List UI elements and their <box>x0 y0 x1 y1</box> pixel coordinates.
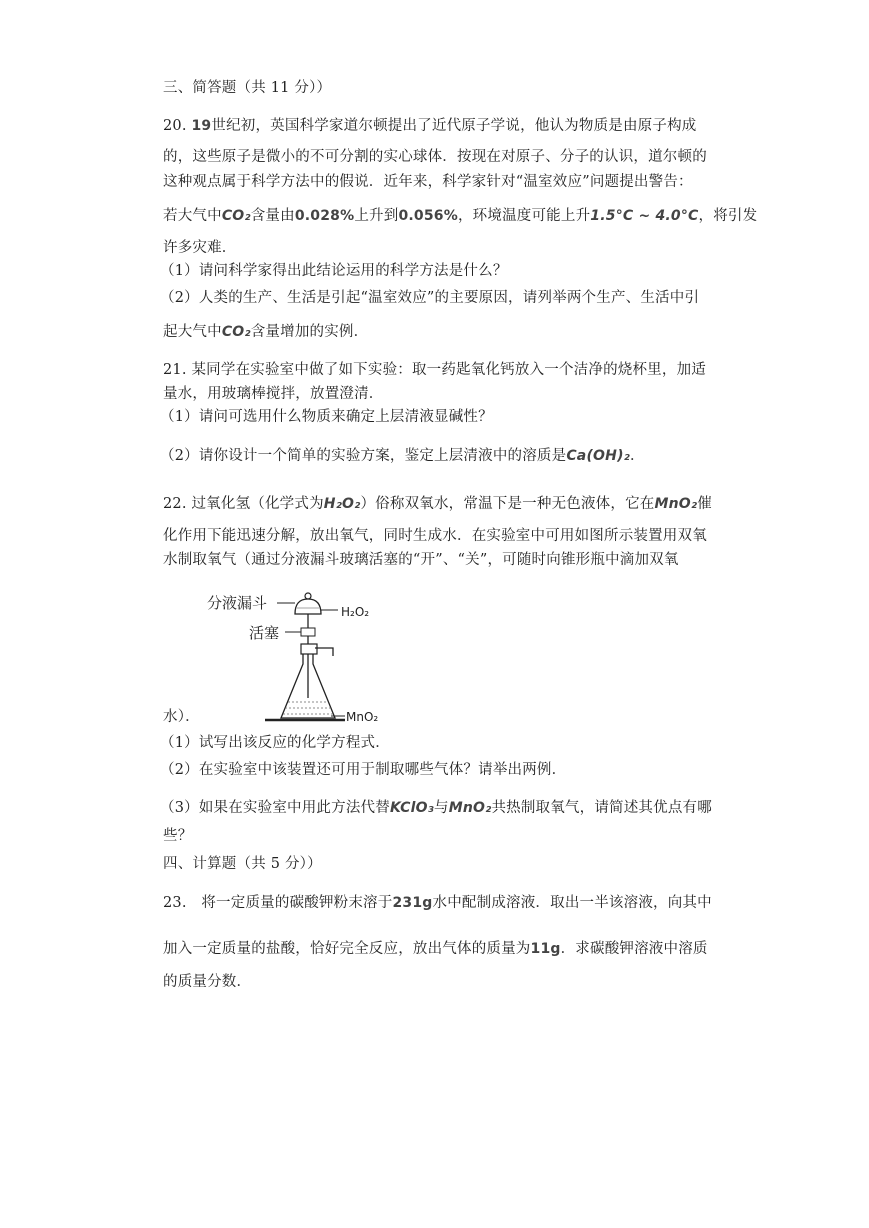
q20-year-number: 19 <box>191 118 212 134</box>
stopcock <box>301 628 315 636</box>
q20-line-1 <box>163 116 696 136</box>
q20-number: 20. <box>163 118 192 134</box>
q21-text: （2）请你设计一个简单的实验方案，鉴定上层清液中的溶质是 <box>160 448 567 464</box>
co2-formula: CO₂ <box>221 208 251 224</box>
q20-line-3: 这种观点属于科学方法中的假说．近年来，科学家针对“温室效应”问题提出警告： <box>163 174 693 190</box>
q21-text: ． <box>630 448 645 464</box>
q20-part-2-cont <box>163 322 368 342</box>
gas-mass: 11g <box>530 941 561 957</box>
q23-line-3: 的质量分数． <box>163 974 252 990</box>
q20-text: 含量由 <box>250 208 295 224</box>
q22-line-4: 水）． <box>163 709 200 725</box>
q22-part-2: （2）在实验室中该装置还可用于制取哪些气体？请举出两例． <box>160 762 567 778</box>
mno2-formula: MnO₂ <box>448 800 492 816</box>
q20-line-4 <box>163 206 757 226</box>
q22-text: ）俗称双氧水，常温下是一种无色液体，它在 <box>360 496 655 512</box>
q20-text: 上升到 <box>354 208 399 224</box>
h2o2-label: H₂O₂ <box>341 605 370 619</box>
q20-text: ，环境温度可能上升 <box>457 208 591 224</box>
q21-part-1: （1）请问可选用什么物质来确定上层清液显碱性？ <box>160 409 493 425</box>
caoh2-formula: Ca(OH)₂ <box>566 448 630 464</box>
q21-line-2: 量水，用玻璃棒搅拌，放置澄清． <box>163 386 384 402</box>
flask-stopper <box>301 644 317 654</box>
q22-text: 与 <box>434 800 449 816</box>
co2-value-final: 0.056% <box>398 208 458 224</box>
q21-line-1: 21. 某同学在实验室中做了如下实验：取一药匙氧化钙放入一个洁净的烧杯里，加适 <box>163 362 706 378</box>
co2-formula: CO₂ <box>221 324 251 340</box>
section-4-heading: 四、计算题（共 5 分）） <box>163 856 322 872</box>
valve-label: 活塞 <box>249 624 280 642</box>
q20-text: 世纪初，英国科学家道尔顿提出了近代原子学说，他认为物质是由原子构成 <box>211 118 697 134</box>
funnel-label: 分液漏斗 <box>207 594 268 612</box>
q20-text: 起大气中 <box>163 324 222 340</box>
q22-part-3-cont: 些？ <box>163 828 193 844</box>
q22-line-2: 化作用下能迅速分解，放出氧气，同时生成水．在实验室中可用如图所示装置用双氧 <box>163 528 707 544</box>
q20-part-2: （2）人类的生产、生活是引起“温室效应”的主要原因，请列举两个生产、生活中引 <box>160 290 700 306</box>
q22-text: （3）如果在实验室中用此方法代替 <box>160 800 390 816</box>
q22-part-1: （1）试写出该反应的化学方程式． <box>160 735 390 751</box>
q23-text: 水中配制成溶液．取出一半该溶液，向其中 <box>432 895 712 911</box>
co2-value-initial: 0.028% <box>294 208 355 224</box>
q20-line-2: 的，这些原子是微小的不可分割的实心球体．按现在对原子、分子的认识，道尔顿的 <box>163 149 707 165</box>
q23-line-2 <box>163 939 708 959</box>
delivery-tube <box>315 648 333 656</box>
q20-text: ，将引发 <box>698 208 758 224</box>
q22-text: 催 <box>697 496 712 512</box>
q20-part-1: （1）请问科学家得出此结论运用的科学方法是什么？ <box>160 263 508 279</box>
temperature-range: 1.5°C ~ 4.0°C <box>590 208 699 224</box>
funnel-stopper <box>305 593 311 599</box>
apparatus-diagram <box>205 588 405 728</box>
h2o2-formula: H₂O₂ <box>323 496 361 512</box>
mno2-label: MnO₂ <box>346 710 379 724</box>
q21-part-2 <box>160 446 645 466</box>
q20-line-5: 许多灾难． <box>163 240 237 256</box>
q22-line-1 <box>163 494 712 514</box>
q22-text: 共热制取氧气，请简述其优点有哪 <box>491 800 712 816</box>
q20-text: 若大气中 <box>163 208 222 224</box>
mno2-formula: MnO₂ <box>654 496 698 512</box>
kclo3-formula: KClO₃ <box>389 800 434 816</box>
q20-text: 含量增加的实例． <box>250 324 369 340</box>
q23-text: ．求碳酸钾溶液中溶质 <box>560 941 708 957</box>
q22-line-3: 水制取氧气（通过分液漏斗玻璃活塞的“开”、“关”，可随时向锥形瓶中滴加双氧 <box>163 552 679 568</box>
separatory-funnel <box>295 599 321 614</box>
q23-text: 23. 将一定质量的碳酸钾粉末溶于 <box>163 895 393 911</box>
q22-part-3 <box>160 798 712 818</box>
water-mass: 231g <box>392 895 433 911</box>
q23-text: 加入一定质量的盐酸，恰好完全反应，放出气体的质量为 <box>163 941 531 957</box>
q23-line-1 <box>163 893 712 913</box>
q22-text: 22. 过氧化氢（化学式为 <box>163 496 324 512</box>
section-3-heading: 三、简答题（共 11 分）） <box>163 80 332 96</box>
